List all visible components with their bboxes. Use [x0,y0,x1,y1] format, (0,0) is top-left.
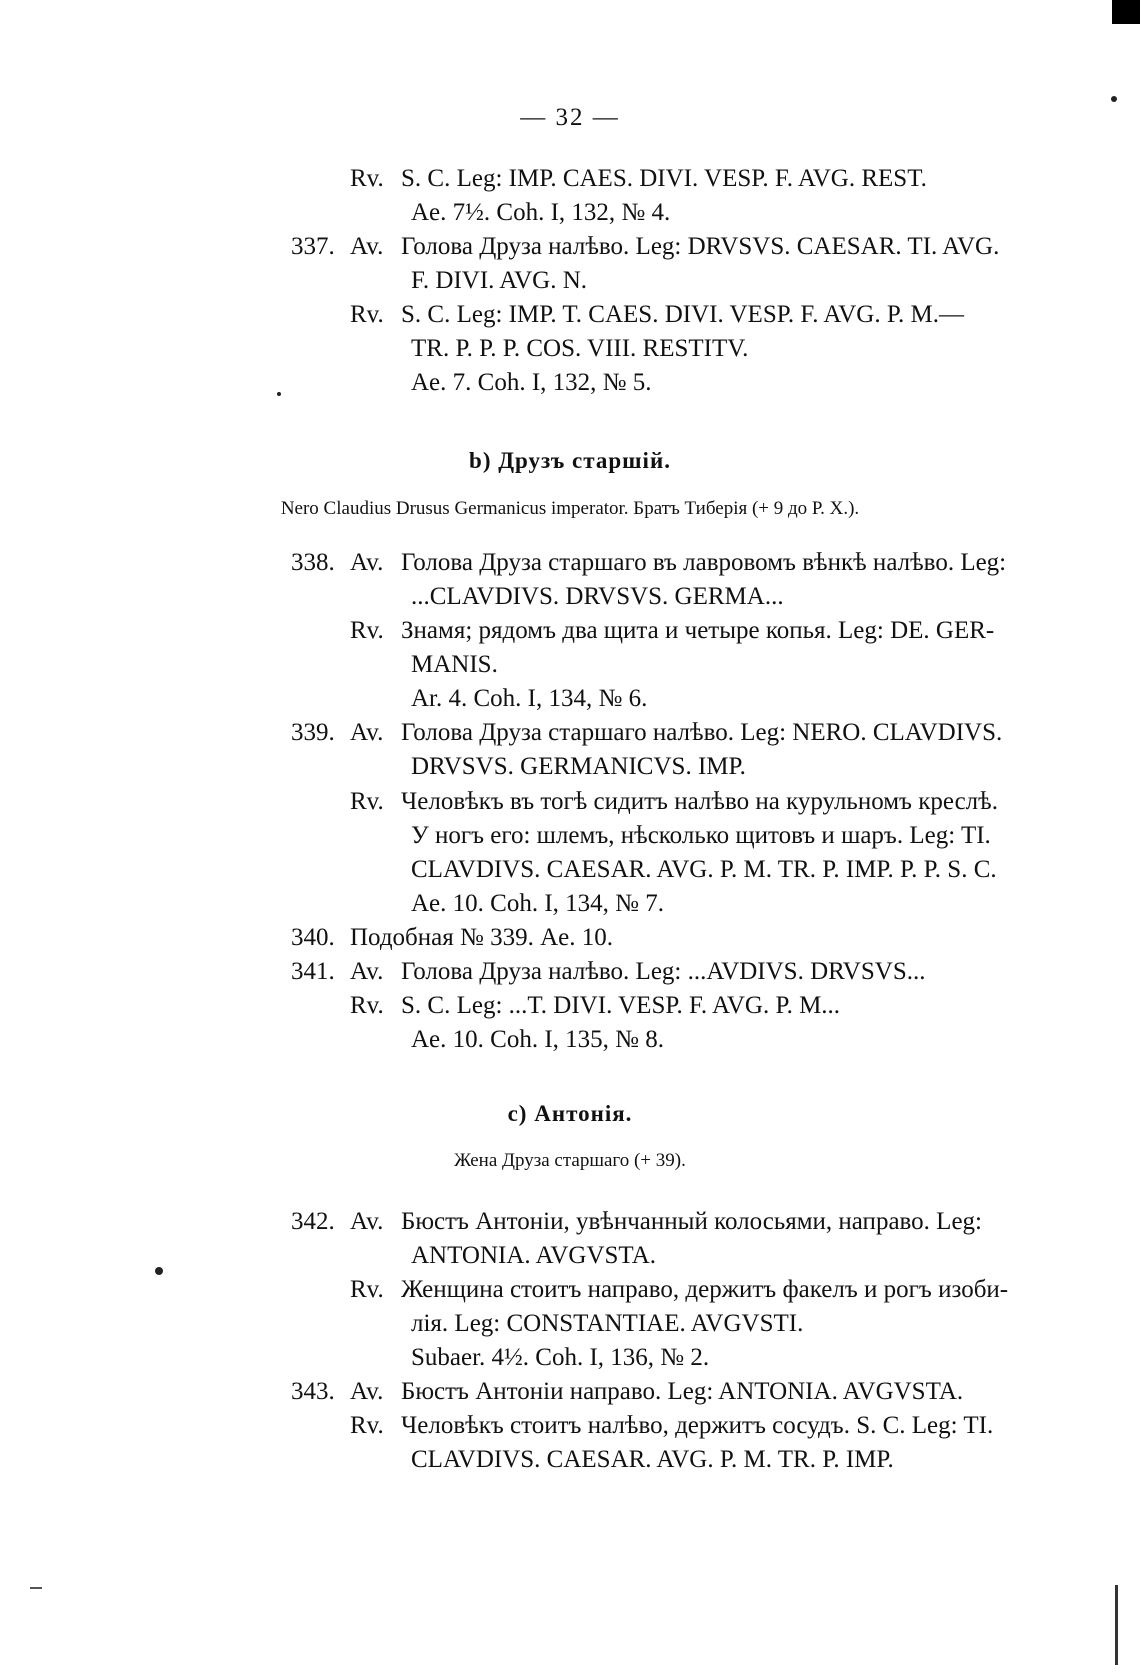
entry-number: 343. [291,1378,335,1405]
scan-corner-mark [1112,0,1140,24]
entry-label: Av. [350,1378,384,1405]
entry-label: Av. [350,958,384,985]
entry-text: F. DIVI. AVG. N. [411,267,588,294]
entry-text: Человѣкъ въ тогѣ сидитъ налѣво на курульномъ креслѣ. [401,788,998,815]
entry-text: S. C. Leg: ...T. DIVI. VESP. F. AVG. P. M... [401,992,841,1019]
entry-label: Rv. [350,165,384,192]
entry-text: Ar. 4. Coh. I, 134, № 6. [411,685,648,712]
page-number: — 32 — [520,104,620,131]
entry-label: Rv. [350,788,384,815]
entry-text: Женщина стоитъ направо, держитъ факелъ и рогъ изоби- [401,1276,1009,1303]
entry-text: S. C. Leg: IMP. T. CAES. DIVI. VESP. F. AVG. P. M.— [401,301,964,328]
entry-text: лія. Leg: CONSTANTIAE. AVGVSTI. [411,1310,804,1337]
section-subtitle-c: Жена Друза старшаго (+ 39). [454,1150,686,1171]
entry-label: Av. [350,549,384,576]
entry-text: Ae. 10. Coh. I, 134, № 7. [411,890,665,917]
entry-text: ANTONIA. AVGVSTA. [411,1242,657,1269]
entry-text: Человѣкъ стоитъ налѣво, держитъ сосудъ. S. C. Leg: TI. [401,1412,994,1439]
entry-number: 339. [291,719,335,746]
entry-label: Rv. [350,301,384,328]
entry-label: Av. [350,233,384,260]
entry-number: 341. [291,958,335,985]
entry-text: TR. P. P. P. COS. VIII. RESTITV. [411,335,749,362]
entry-text: S. C. Leg: IMP. CAES. DIVI. VESP. F. AVG. REST. [401,165,927,192]
entry-text: Голова Друза старшаго въ лавровомъ вѣнкѣ налѣво. Leg: [401,549,1007,576]
entry-number: 342. [291,1208,335,1235]
entry-text: Бюстъ Антоніи направо. Leg: ANTONIA. AVGVSTA. [401,1378,964,1405]
entry-text: CLAVDIVS. CAESAR. AVG. P. M. TR. P. IMP. [411,1446,894,1473]
entry-text: Subaer. 4½. Coh. I, 136, № 2. [411,1344,710,1371]
entry-label: Rv. [350,617,384,644]
entry-number: 337. [291,233,335,260]
entry-label: Av. [350,719,384,746]
entry-text: Голова Друза старшаго налѣво. Leg: NERO. CLAVDIVS. [401,719,1003,746]
scan-edge-mark [1115,1585,1118,1665]
entry-text: ...CLAVDIVS. DRVSVS. GERMA... [411,583,784,610]
entry-label: Rv. [350,1412,384,1439]
entry-label: Rv. [350,1276,384,1303]
section-title-c: c) Антонія. [507,1101,633,1126]
entry-number: 338. [291,549,335,576]
section-title-b: b) Друзъ старшій. [469,448,671,473]
entry-text: MANIS. [411,651,498,678]
section-subtitle-b: Nero Claudius Drusus Germanicus imperator. Братъ Тиберія (+ 9 до Р. Х.). [280,498,860,519]
entry-text: У ногъ его: шлемъ, нѣсколько щитовъ и шаръ. Leg: TI. [411,822,991,849]
entry-text: Подобная № 339. Ae. 10. [350,924,614,951]
scan-speck [277,392,281,396]
entry-text: Ae. 7. Coh. I, 132, № 5. [411,369,652,396]
entry-label: Av. [350,1208,384,1235]
entry-text: Голова Друза налѣво. Leg: DRVSVS. CAESAR. TI. AVG. [401,233,1000,260]
entry-text: DRVSVS. GERMANICVS. IMP. [411,753,746,780]
entry-label: Rv. [350,992,384,1019]
entry-text: Ae. 10. Coh. I, 135, № 8. [411,1026,665,1053]
scan-speck [1111,96,1117,102]
entry-text: CLAVDIVS. CAESAR. AVG. P. M. TR. P. IMP. P. P. S. C. [411,856,997,883]
entry-text: Ae. 7½. Coh. I, 132, № 4. [411,199,671,226]
scan-edge-mark [30,1587,42,1589]
entry-text: Знамя; рядомъ два щита и четыре копья. Leg: DE. GER- [401,617,995,644]
entry-text: Голова Друза налѣво. Leg: ...AVDIVS. DRVSVS... [401,958,926,985]
entry-text: Бюстъ Антоніи, увѣнчанный колосьями, направо. Leg: [401,1208,982,1235]
entry-number: 340. [291,924,335,951]
scan-speck [155,1267,163,1275]
